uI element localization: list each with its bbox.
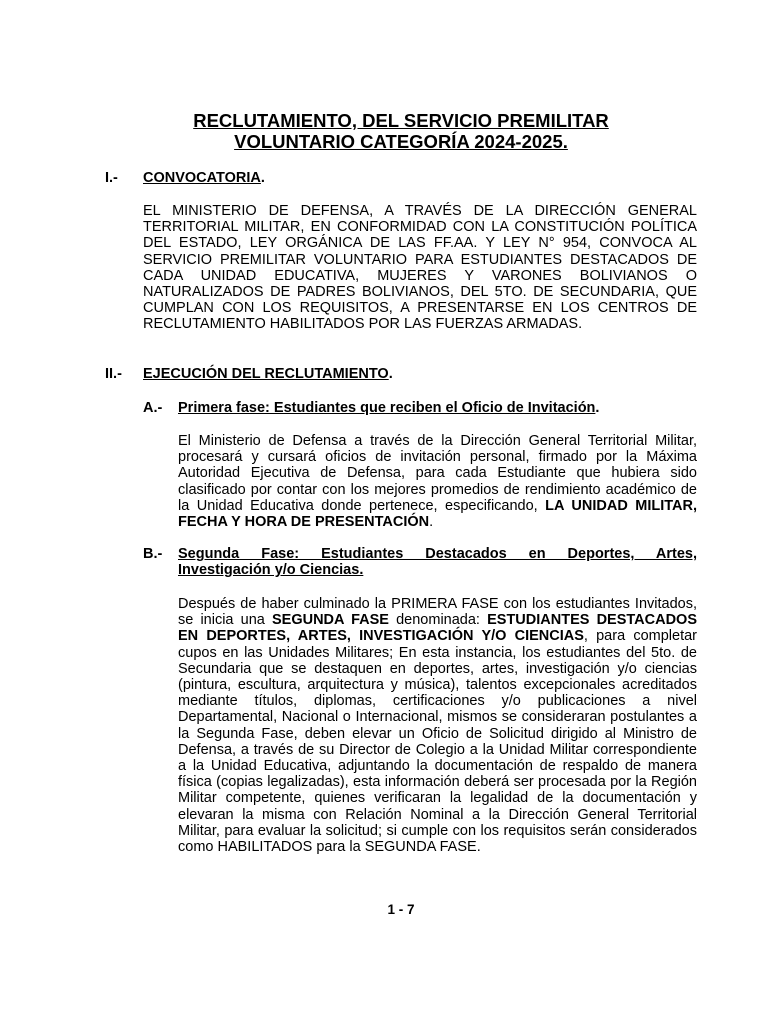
title-line-2: VOLUNTARIO CATEGORÍA 2024-2025. <box>234 131 568 152</box>
subsection-a-body-bold: LA UNIDAD MILITAR, FECHA Y HORA DE PRESENTACIÓN <box>178 497 697 531</box>
subsection-a-body <box>178 433 697 530</box>
section-1-heading-text: CONVOCATORIA <box>143 170 261 186</box>
document-title <box>0 110 768 152</box>
page-number: 1 - 7 <box>387 902 415 917</box>
section-2-heading-suffix: . <box>388 366 393 382</box>
section-1-body: EL MINISTERIO DE DEFENSA, A TRAVÉS DE LA DIRECCIÓN GENERAL TERRITORIAL MILITAR, EN CONFORMIDAD CON LA CONSTITUCIÓN POLÍTICA DEL ESTADO, LEY ORGÁNICA DE LAS FF.AA. Y LEY N° 954, CONVOCA AL SERVICIO PREMILITAR VOLUNTARIO PARA ESTUDIANTES DESTACADOS DE CADA UNIDAD EDUCATIVA, MUJERES Y VARONES BOLIVIANOS O NATURALIZADOS DE PADRES BOLIVIANOS, DEL 5TO. DE SECUNDARIA, QUE CUMPLAN CON LOS REQUISITOS, A PRESENTARSE EN LOS CENTROS DE RECLUTAMIENTO HABILITADOS POR LAS FUERZAS ARMADAS. <box>143 203 697 333</box>
subsection-a-body-end: . <box>429 514 434 531</box>
section-1-heading <box>143 170 265 186</box>
subsection-a-heading <box>178 400 599 416</box>
subsection-b-heading-line-2: Investigación y/o Ciencias. <box>178 562 364 578</box>
section-1-number: I.- <box>105 170 118 186</box>
subsection-b-body-bold-1: SEGUNDA FASE <box>271 612 389 629</box>
subsection-b-body <box>178 596 697 855</box>
subsection-b-number: B.- <box>143 546 163 562</box>
section-2-heading-text: EJECUCIÓN DEL RECLUTAMIENTO <box>143 366 389 382</box>
subsection-a-heading-text: Primera fase: Estudiantes que reciben el Oficio de Invitación <box>178 400 596 416</box>
subsection-a-number: A.- <box>143 400 163 416</box>
subsection-b-heading-line-1: Segunda Fase: Estudiantes Destacados en Deportes, Artes, <box>178 546 697 562</box>
title-line-1: RECLUTAMIENTO, DEL SERVICIO PREMILITAR <box>193 110 609 131</box>
subsection-a-body-text: El Ministerio de Defensa a través de la Dirección General Territorial Militar, procesará y cursará oficios de invitación personal, firmado por la Máxima Autoridad Ejecutiva de Defensa, para cada Estudiante que hubiera sido clasificado por contar con los mejores promedios de rendimiento académico de la Unidad Educativa donde pertenece, especificando, <box>178 433 697 514</box>
section-2-heading <box>143 366 393 382</box>
section-1-heading-suffix: . <box>260 170 265 186</box>
subsection-b-body-part-2: denominada: <box>388 612 488 629</box>
section-2-number: II.- <box>105 366 122 382</box>
subsection-b-heading <box>178 546 697 578</box>
subsection-a-heading-suffix: . <box>595 400 600 416</box>
subsection-b-body-part-3: , para completar cupos en las Unidades Militares; En esta instancia, los estudiantes del 5to. de Secundaria que se destaquen en deportes, artes, investigación y/o ciencias (pintura, escultura, arquitectura y música), talentos excepcionales acreditados mediante títulos, diplomas, certificaciones y/o publicaciones a nivel Departamental, Nacional o Internacional, mismos se consideraran postulantes a la Segunda Fase, deben elevar un Oficio de Solicitud dirigido al Ministro de Defensa, a través de su Director de Colegio a la Unidad Militar correspondiente a la Unidad Educativa, adjuntando la documentación de respaldo de manera física (copias legalizadas), esta información deberá ser procesada por la Región Militar competente, quienes verificaran la legalidad de la documentación y elevaran la misma con Relación Nominal a la Dirección General Territorial Militar, para evaluar la solicitud; si cumple con los requisitos serán considerados como HABILITADOS para la SEGUNDA FASE. <box>178 628 697 856</box>
subsection-b-body-part-1: Después de haber culminado la PRIMERA FASE con los estudiantes Invitados, se inicia una <box>178 596 697 629</box>
subsection-b-body-bold-2: ESTUDIANTES DESTACADOS EN DEPORTES, ARTES, INVESTIGACIÓN Y/O CIENCIAS <box>178 612 697 645</box>
